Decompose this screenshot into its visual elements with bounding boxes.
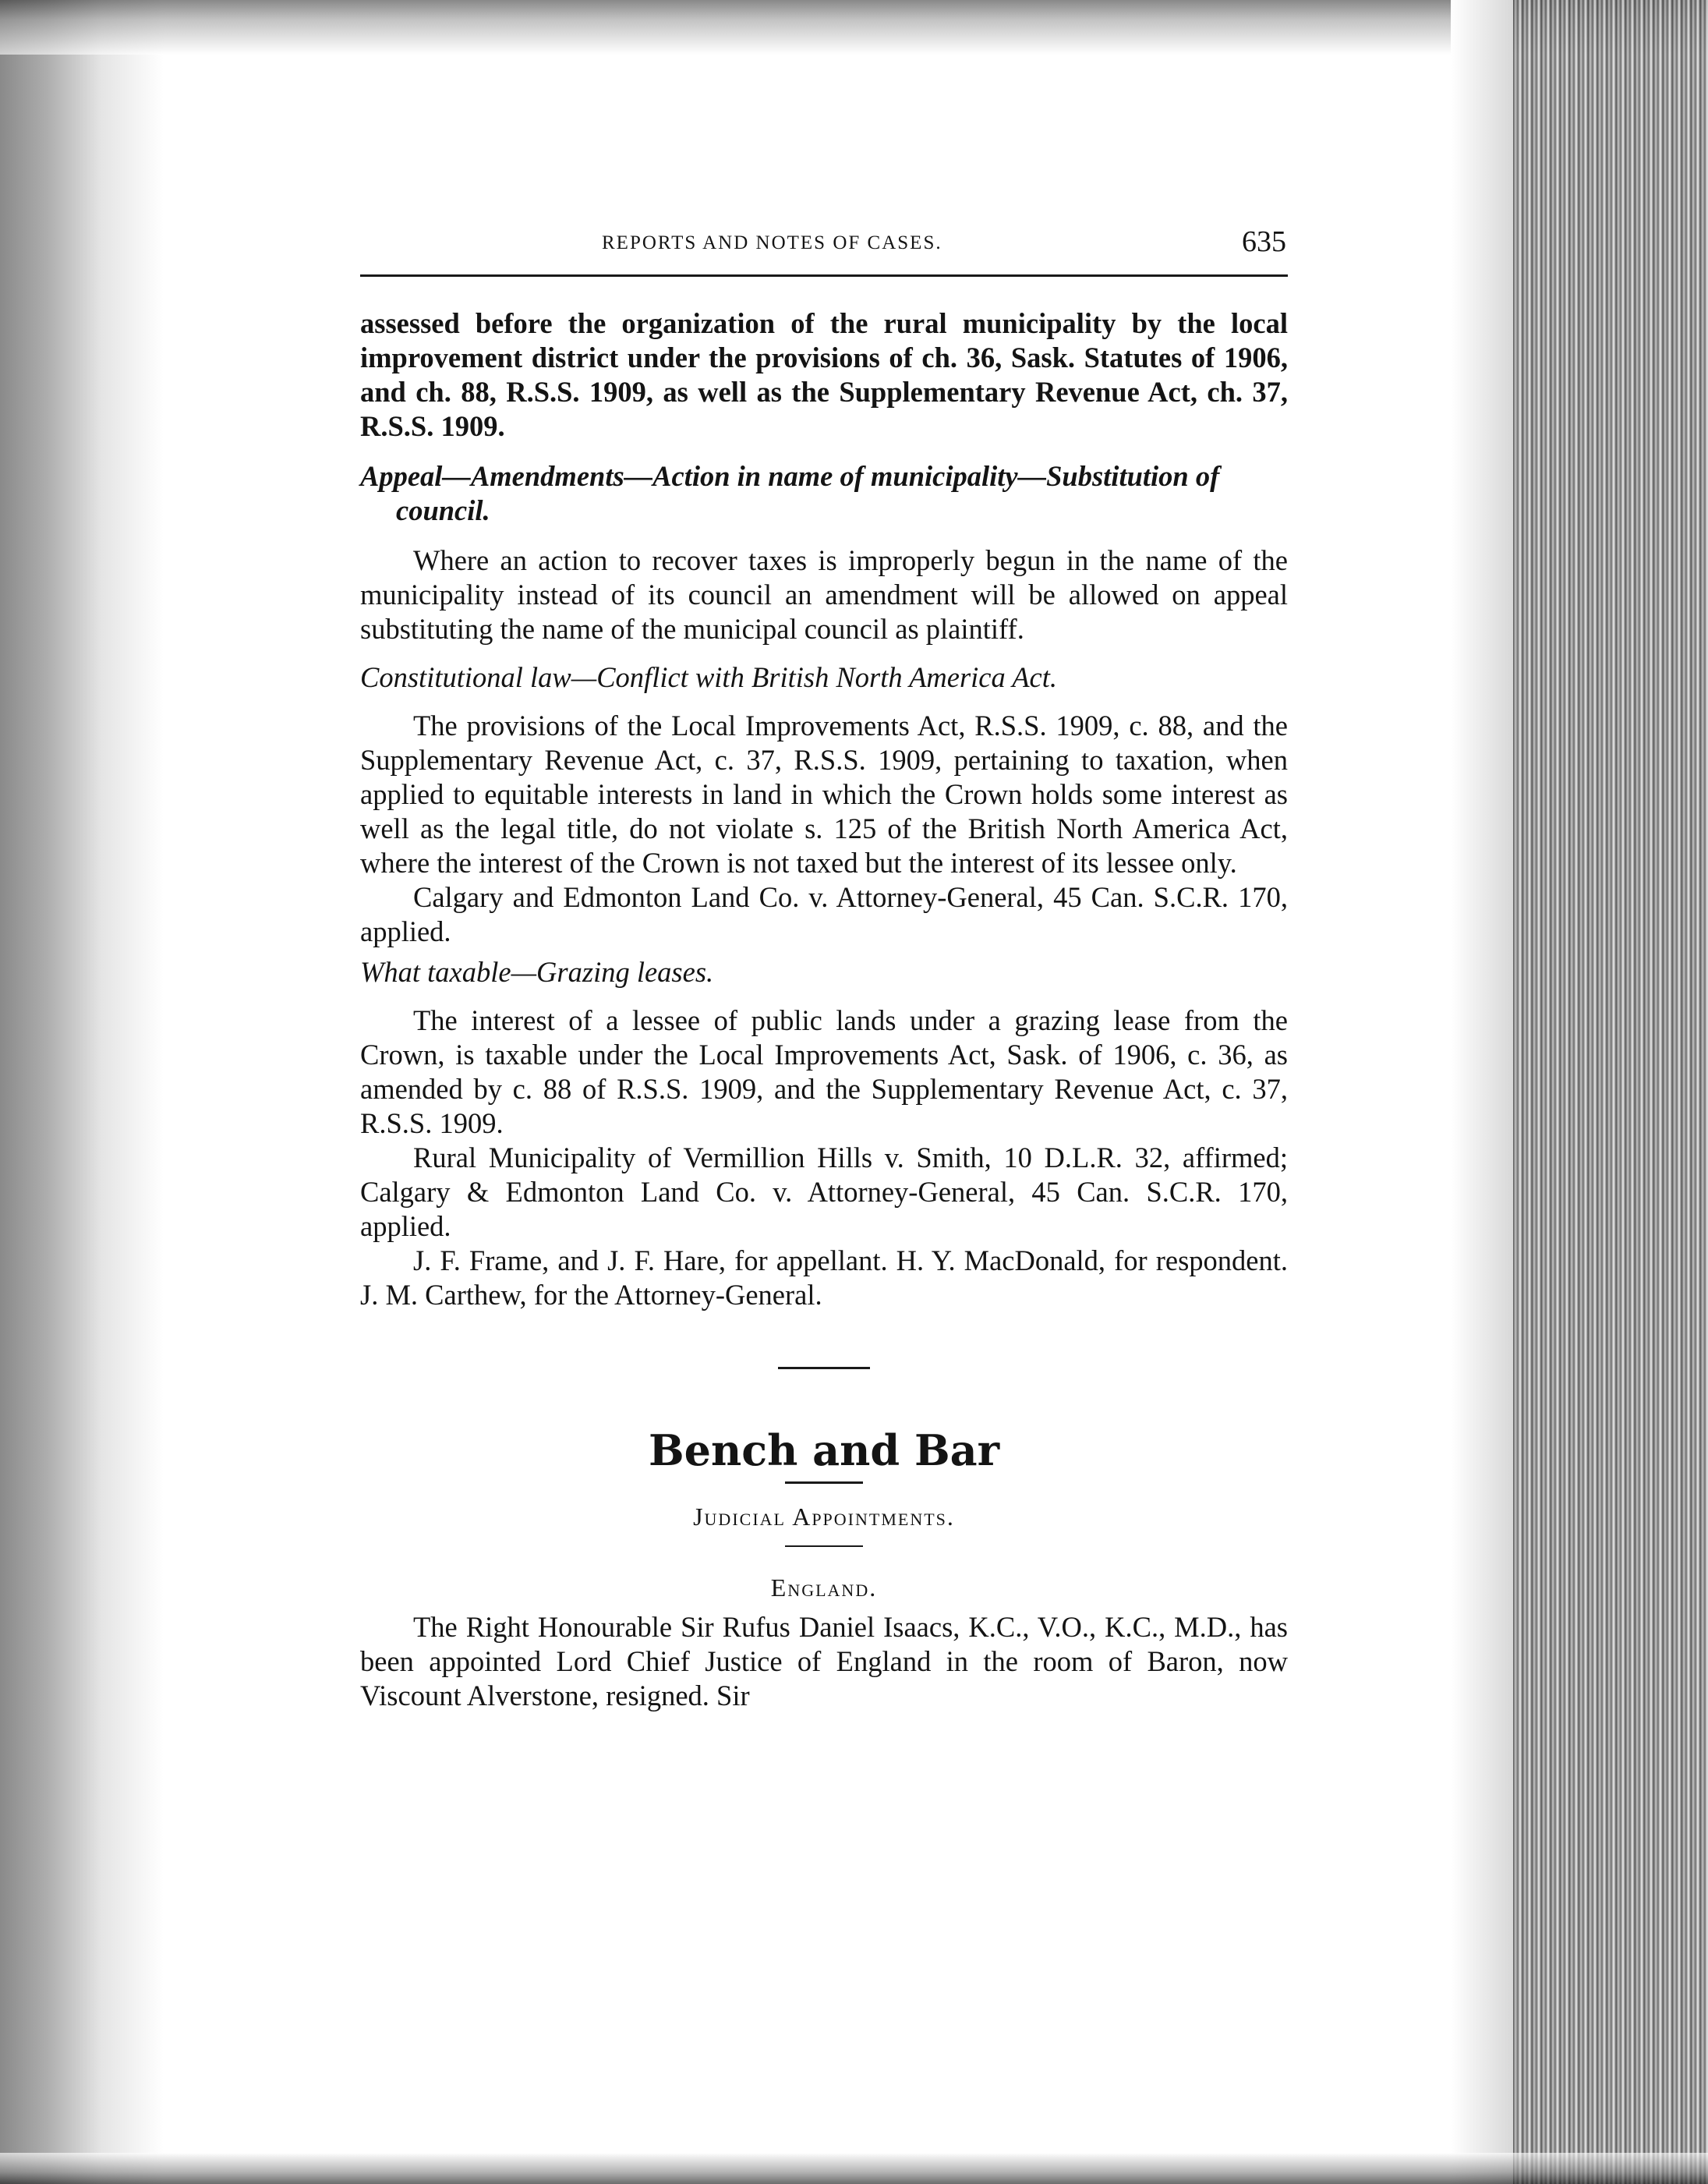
paragraph-provisions: The provisions of the Local Improvements Act, R.S.S. 1909, c. 88, and the Supplementary Revenue Act, c. 37, R.S.S. 1909, pertaining to taxation, when applied to equitable interests in land in which the Crown holds some interest as well as the legal title, do not violate s. 125 of the British North America Act, where the interest of the Crown is not taxed but the interest of its lessee only. bbox=[360, 710, 1288, 879]
subheading-judicial-appointments: Judicial Appointments. bbox=[693, 1503, 955, 1531]
paragraph-rural-municipality: Rural Municipality of Vermillion Hills v. Smith, 10 D.L.R. 32, affirmed; Calgary & Edmonton Land Co. v. Attorney-General, 45 Can. S.C.R. 170, applied. bbox=[360, 1142, 1288, 1242]
subheading-england: England. bbox=[770, 1573, 878, 1602]
paragraph-counsel: J. F. Frame, and J. F. Hare, for appellant. H. Y. MacDonald, for respondent. J. M. Carthew, for the Attorney-General. bbox=[360, 1244, 1288, 1311]
scan-right-fade bbox=[1451, 0, 1513, 2184]
divider-rule bbox=[778, 1367, 870, 1369]
page-number: 635 bbox=[1242, 225, 1286, 258]
paragraph-where-action: Where an action to recover taxes is improperly begun in the name of the municipality instead of its council an amendment will be allowed on appeal substituting the name of the municipal council as plaintiff. bbox=[360, 544, 1288, 645]
divider-rule bbox=[785, 1545, 863, 1547]
running-head bbox=[360, 218, 1288, 277]
paragraph-isaacs: The Right Honourable Sir Rufus Daniel Isaacs, K.C., V.O., K.C., M.D., has been appointed Lord Chief Justice of England in the room of Baron, now Viscount Alverstone, resigned. Sir bbox=[360, 1611, 1288, 1711]
catchline-taxable: What taxable—Grazing leases. bbox=[360, 956, 714, 988]
book-page bbox=[360, 218, 1288, 1713]
catchline-constitutional: Constitutional law—Conflict with British North America Act. bbox=[360, 661, 1057, 693]
scan-right-edge bbox=[1513, 0, 1708, 2184]
body-text bbox=[360, 306, 1288, 1312]
paragraph-assessed: assessed before the organization of the rural municipality by the local improvement district under the provisions of ch. 36, Sask. Statutes of 1906, and ch. 88, R.S.S. 1909, as well as the Supplementary Revenue Act, ch. 37, R.S.S. 1909. bbox=[360, 307, 1288, 442]
running-title: REPORTS AND NOTES OF CASES. bbox=[602, 232, 942, 253]
body-text bbox=[360, 1610, 1288, 1713]
scan-left-edge bbox=[0, 0, 164, 2184]
section-heading: Bench and Bar bbox=[648, 1425, 1000, 1475]
paragraph-calgary-applied: Calgary and Edmonton Land Co. v. Attorney-General, 45 Can. S.C.R. 170, applied. bbox=[360, 881, 1288, 947]
divider-rule bbox=[785, 1481, 863, 1484]
scan-bottom-edge bbox=[0, 2153, 1708, 2184]
catchline-appeal: Appeal—Amendments—Action in name of municipality—Substitution of council. bbox=[360, 460, 1220, 526]
paragraph-interest-lessee: The interest of a lessee of public lands under a grazing lease from the Crown, is taxable under the Local Improvements Act, Sask. of 1906, c. 36, as amended by c. 88 of R.S.S. 1909, and the Supplementary Revenue Act, c. 37, R.S.S. 1909. bbox=[360, 1004, 1288, 1139]
